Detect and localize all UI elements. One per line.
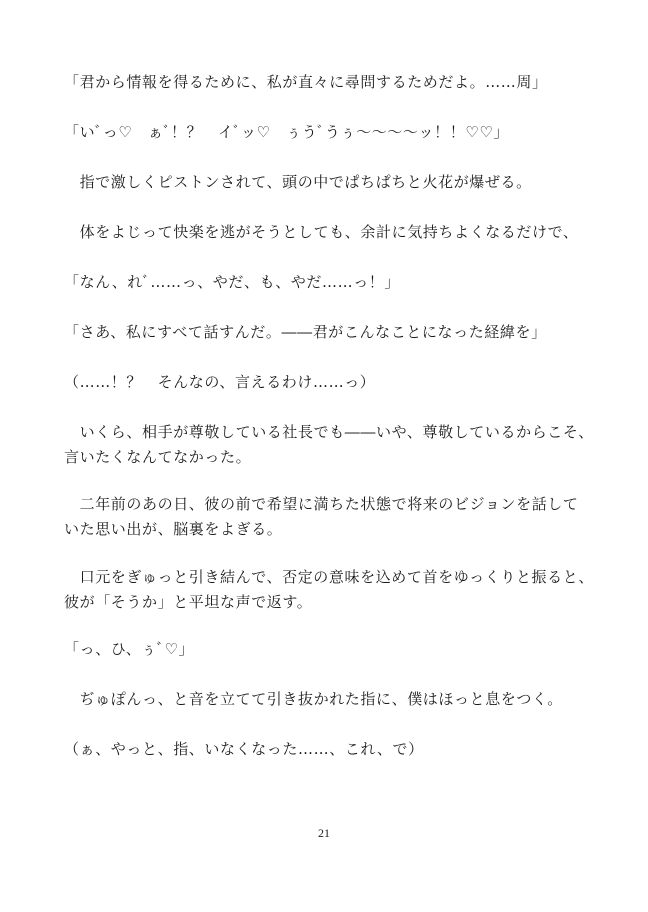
paragraph: 「いﾞっ♡ ぁﾞ！？ イﾞッ♡ ぅうﾞうぅ〜〜〜〜ッ！！♡♡」 <box>64 123 509 141</box>
paragraph: 体をよじって快楽を逃がそうとしても、余計に気持ちよくなるだけで、 <box>64 223 579 241</box>
paragraph: ぢゅぽんっ、と音を立てて引き抜かれた指に、僕はほっと息をつく。 <box>64 690 563 708</box>
paragraph: 指で激しくピストンされて、頭の中でぱちぱちと火花が爆ぜる。 <box>64 173 532 191</box>
paragraph: 口元をぎゅっと引き結んで、否定の意味を込めて首をゆっくりと振ると、彼が「そうか」と平坦な声で返す。 <box>64 568 594 611</box>
paragraph: 「っ、ひ、ぅﾞ♡」 <box>64 640 195 658</box>
page-number: 21 <box>318 826 330 840</box>
paragraph: 二年前のあの日、彼の前で希望に満ちた状態で将来のビジョンを話していた思い出が、脳裏をよぎる。 <box>64 495 579 538</box>
paragraph: 「さあ、私にすべて話すんだ。――君がこんなことになった経緯を」 <box>64 323 547 341</box>
paragraph: 「なん、れﾞ……っ、やだ、も、やだ……っ！」 <box>64 273 401 291</box>
paragraph: 「君から情報を得るために、私が直々に尋問するためだよ。……周」 <box>64 73 548 91</box>
paragraph: （ぁ、やっと、指、いなくなった……、これ、で） <box>64 740 424 758</box>
paragraph: （……！？ そんなの、言えるわけ……っ） <box>64 373 376 391</box>
paragraph: いくら、相手が尊敬している社長でも――いや、尊敬しているからこそ、言いたくなんてなかった。 <box>64 423 594 466</box>
